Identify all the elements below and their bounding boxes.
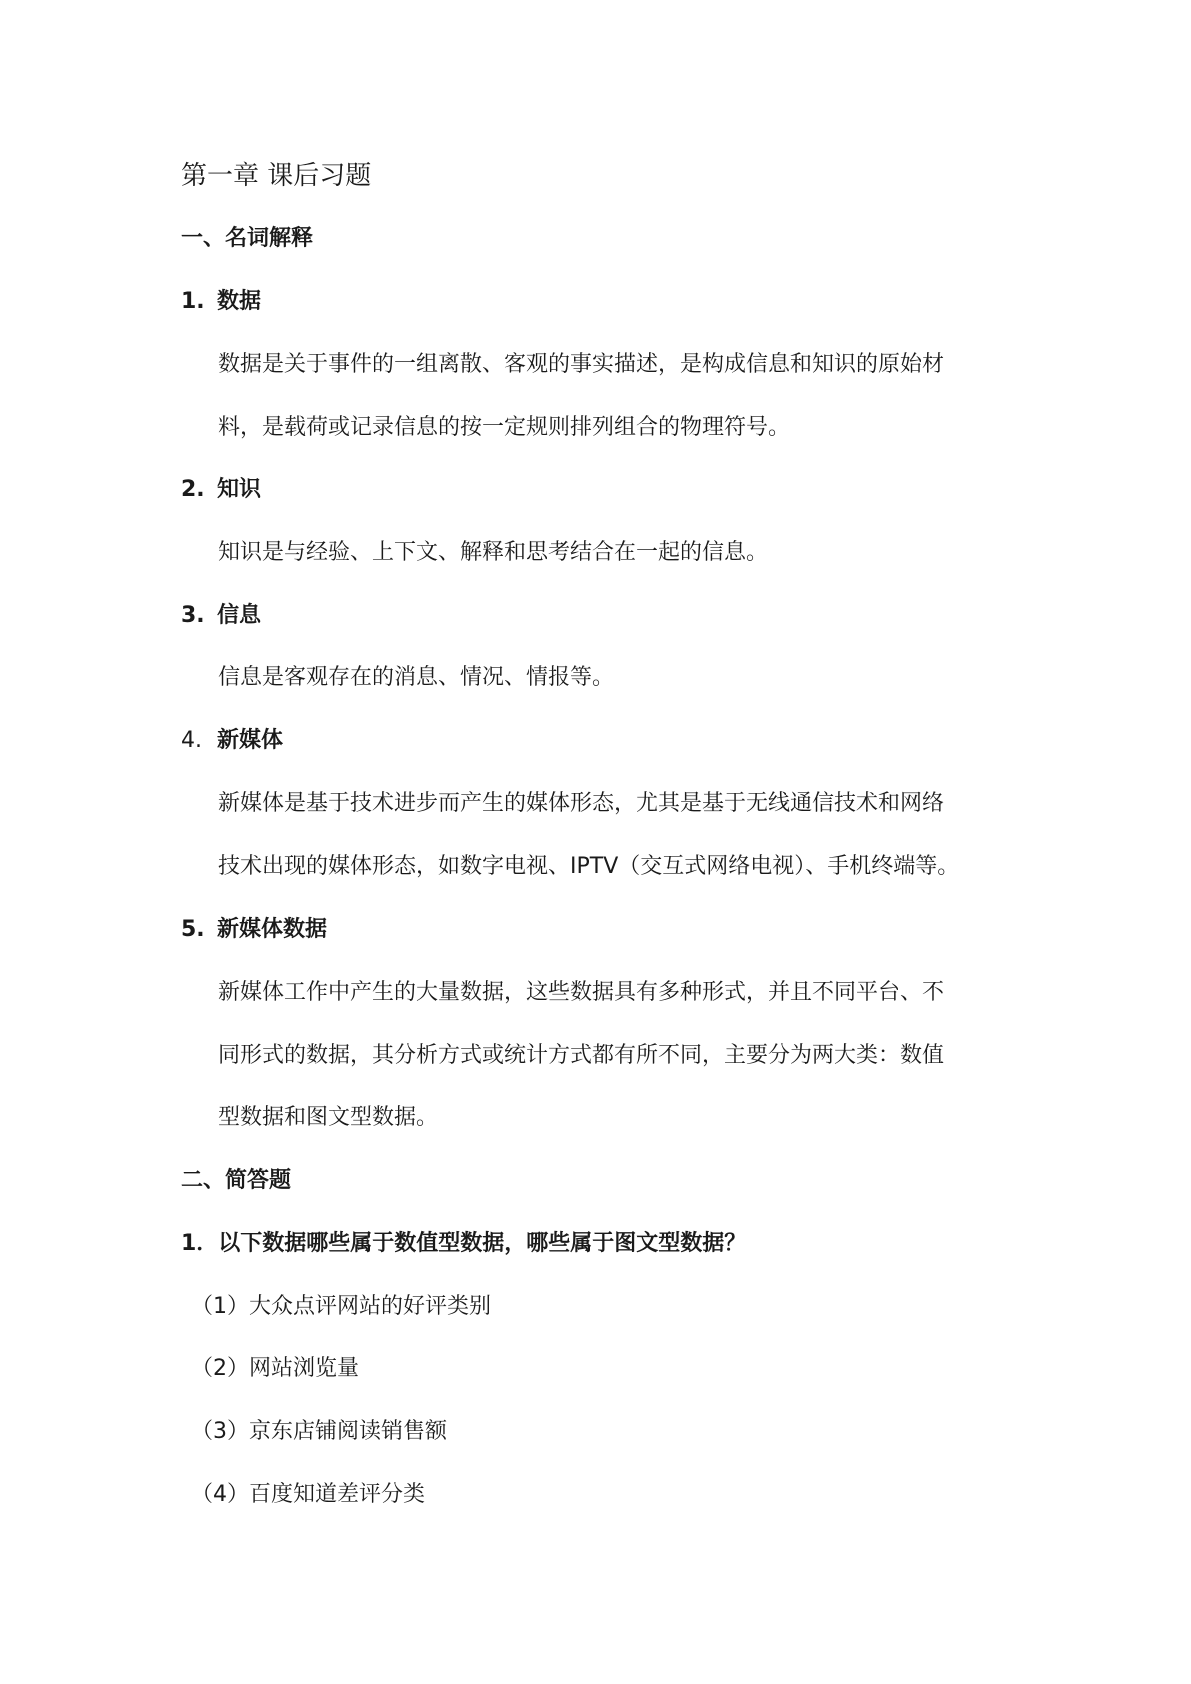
term-definition-line: 同形式的数据，其分析方式或统计方式都有所不同，主要分为两大类：数值 xyxy=(218,1043,945,1068)
question-option: （4）百度知道差评分类 xyxy=(191,1482,425,1507)
term-name: 知识 xyxy=(217,477,262,502)
term-definition-line: 新媒体工作中产生的大量数据，这些数据具有多种形式，并且不同平台、不 xyxy=(218,980,945,1005)
term-number: 1. xyxy=(181,289,205,314)
section-heading-definitions: 一、名词解释 xyxy=(181,226,314,251)
section-heading-short-answer: 二、简答题 xyxy=(181,1168,292,1193)
term-definition-line: 型数据和图文型数据。 xyxy=(218,1105,439,1130)
term-number: 5. xyxy=(181,917,205,942)
term-heading-knowledge xyxy=(181,475,261,505)
term-definition-line: 新媒体是基于技术进步而产生的媒体形态，尤其是基于无线通信技术和网络 xyxy=(218,791,945,816)
page-title: 第一章 课后习题 xyxy=(181,161,372,191)
term-definition-line: 信息是客观存在的消息、情况、情报等。 xyxy=(218,665,615,690)
term-heading-information xyxy=(181,601,261,631)
question-option: （1）大众点评网站的好评类别 xyxy=(191,1294,491,1319)
term-definition-line: 知识是与经验、上下文、解释和思考结合在一起的信息。 xyxy=(218,540,769,565)
term-definition-line: 料，是载荷或记录信息的按一定规则排列组合的物理符号。 xyxy=(218,415,791,440)
term-heading-new-media-data xyxy=(181,915,327,945)
question-option: （2）网站浏览量 xyxy=(191,1356,359,1381)
term-name: 数据 xyxy=(217,289,262,314)
term-name: 信息 xyxy=(217,603,262,628)
term-number: 4. xyxy=(181,728,202,753)
term-definition-line: 技术出现的媒体形态，如数字电视、IPTV（交互式网络电视）、手机终端等。 xyxy=(218,854,960,879)
question-text: 1．以下数据哪些属于数值型数据，哪些属于图文型数据？ xyxy=(181,1231,747,1256)
term-name: 新媒体数据 xyxy=(217,917,328,942)
term-name: 新媒体 xyxy=(217,728,284,753)
term-number: 3. xyxy=(181,603,205,628)
term-number: 2. xyxy=(181,477,205,502)
term-heading-new-media xyxy=(181,726,283,756)
term-definition-line: 数据是关于事件的一组离散、客观的事实描述，是构成信息和知识的原始材 xyxy=(218,352,945,377)
term-heading-data xyxy=(181,287,261,317)
question-option: （3）京东店铺阅读销售额 xyxy=(191,1419,447,1444)
